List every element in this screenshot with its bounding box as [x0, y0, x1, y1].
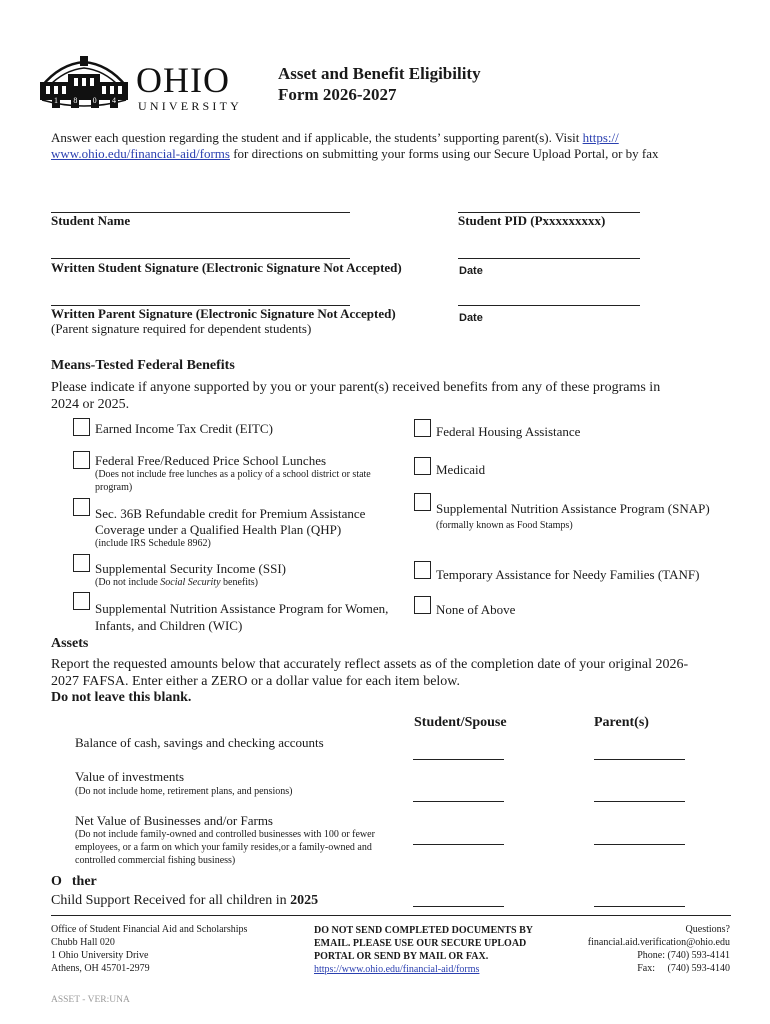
- student-pid-label: Student PID (Pxxxxxxxxx): [458, 213, 606, 228]
- notice-line: EMAIL. PLEASE USE OUR SECURE UPLOAD: [314, 938, 527, 949]
- businesses-student-field[interactable]: [413, 844, 504, 845]
- child-support-text: Child Support Received for all children in: [51, 893, 291, 908]
- assets-instructions: Report the requested amounts below that accurately reflect assets as of the completion date of your original 2026-2027 FAFSA. Enter either a ZERO or a dollar value for each item below.: [51, 657, 689, 689]
- submission-notice: [314, 924, 533, 976]
- notice-line: PORTAL OR SEND BY MAIL OR FAX.: [314, 951, 489, 962]
- ssi-note-italic: Social Security: [160, 577, 221, 588]
- logo-wordmark: OHIO: [136, 60, 230, 100]
- snap-checkbox[interactable]: [414, 493, 431, 511]
- eitc-label: Earned Income Tax Credit (EITC): [95, 421, 273, 436]
- other-heading: [51, 874, 97, 890]
- ssi-note: [95, 576, 258, 589]
- wic-label: Supplemental Nutrition Assistance Program for Women, Infants, and Children (WIC): [95, 601, 389, 633]
- school-lunch-label: Federal Free/Reduced Price School Lunches: [95, 453, 327, 468]
- benefits-instructions: Please indicate if anyone supported by you or your parent(s) received benefits from any of these programs in 2024 or 2025.: [51, 380, 661, 412]
- intro-paragraph: [51, 130, 721, 162]
- investments-label: Value of investments: [75, 769, 185, 784]
- housing-checkbox[interactable]: [414, 419, 431, 437]
- contact-fax: Fax: (740) 593-4140: [637, 963, 730, 974]
- cash-balance-label: Balance of cash, savings and checking accounts: [75, 735, 324, 750]
- child-support-year: 2025: [290, 893, 319, 908]
- medicaid-checkbox[interactable]: [414, 457, 431, 475]
- assets-warning: Do not leave this blank.: [51, 690, 192, 705]
- benefits-heading: Means-Tested Federal Benefits: [51, 358, 235, 373]
- questions-contact: [588, 923, 730, 975]
- office-line: Athens, OH 45701-2979: [51, 963, 150, 974]
- none-of-above-checkbox[interactable]: [414, 596, 431, 614]
- investments-parent-field[interactable]: [594, 801, 685, 802]
- investments-note: (Do not include home, retirement plans, and pensions): [75, 786, 293, 797]
- student-name-label: Student Name: [51, 213, 131, 228]
- student-date-line[interactable]: [458, 258, 640, 259]
- logo-subword: UNIVERSITY: [138, 99, 242, 113]
- notice-line: DO NOT SEND COMPLETED DOCUMENTS BY: [314, 925, 534, 936]
- parent-signature-note: (Parent signature required for dependent students): [51, 321, 312, 336]
- snap-note: (formally known as Food Stamps): [436, 520, 573, 531]
- footer-forms-link[interactable]: https://www.ohio.edu/financial-aid/forms: [314, 964, 480, 975]
- premium-credit-checkbox[interactable]: [73, 498, 90, 516]
- assets-heading: Assets: [51, 636, 89, 651]
- school-lunch-note: (Does not include free lunches as a policy of a school district or state program): [95, 469, 371, 493]
- cash-parent-field[interactable]: [594, 759, 685, 760]
- tanf-label: Temporary Assistance for Needy Families (TANF): [436, 567, 700, 582]
- column-header-parents: Parent(s): [594, 715, 649, 730]
- businesses-label: Net Value of Businesses and/or Farms: [75, 813, 273, 828]
- school-lunch-checkbox[interactable]: [73, 451, 90, 469]
- ssi-note-text-end: benefits): [220, 577, 259, 588]
- footer-divider: [51, 915, 731, 916]
- other-heading-rest: ther: [71, 874, 97, 889]
- parent-date-line[interactable]: [458, 305, 640, 306]
- contact-email[interactable]: financial.aid.verification@ohio.edu: [587, 937, 730, 948]
- office-line: 1 Ohio University Drive: [51, 950, 149, 961]
- forms-link[interactable]: https:// www.ohio.edu/financial-aid/forms: [51, 130, 619, 161]
- other-heading-first: O: [51, 874, 62, 889]
- ssi-label: Supplemental Security Income (SSI): [95, 561, 286, 576]
- office-line: Chubb Hall 020: [51, 937, 115, 948]
- intro-text: Answer each question regarding the student and if applicable, the students’ supporting parent(s). Visit: [51, 130, 583, 145]
- child-support-student-field[interactable]: [413, 906, 504, 907]
- businesses-note: (Do not include family-owned and controlled businesses with 100 or fewer employees, or a farm on which your family resides,or a family-owned and controlled commercial fishing business): [75, 829, 375, 866]
- form-title: [278, 63, 481, 105]
- parent-signature-label: Written Parent Signature (Electronic Signature Not Accepted): [51, 306, 396, 321]
- form-version: ASSET - VER:UNA: [51, 995, 130, 1005]
- tanf-checkbox[interactable]: [414, 561, 431, 579]
- column-header-student-spouse: Student/Spouse: [414, 715, 507, 730]
- premium-credit-note: (include IRS Schedule 8962): [95, 538, 211, 549]
- student-signature-line[interactable]: [51, 258, 350, 259]
- premium-credit-label: Sec. 36B Refundable credit for Premium Assistance Coverage under a Qualified Health Plan (QHP): [95, 506, 366, 537]
- seal-year-digit: 0: [91, 96, 99, 108]
- ssi-note-text: (Do not include: [95, 577, 161, 588]
- office-address: [51, 923, 247, 975]
- businesses-parent-field[interactable]: [594, 844, 685, 845]
- form-title-line-1: Asset and Benefit Eligibility: [278, 64, 481, 83]
- ohio-university-logo: [38, 56, 253, 116]
- form-title-line-2: Form 2026-2027: [278, 85, 397, 104]
- cash-student-field[interactable]: [413, 759, 504, 760]
- wic-checkbox[interactable]: [73, 592, 90, 610]
- ssi-checkbox[interactable]: [73, 554, 90, 572]
- housing-label: Federal Housing Assistance: [436, 424, 581, 439]
- seal-year-digit: 8: [71, 96, 79, 108]
- intro-text-cont: for directions on submitting your forms using our Secure Upload Portal, or by fax: [229, 146, 659, 161]
- investments-student-field[interactable]: [413, 801, 504, 802]
- office-line: Office of Student Financial Aid and Scholarships: [51, 924, 248, 935]
- seal-year-digit: 4: [110, 96, 118, 108]
- questions-label: Questions?: [685, 924, 730, 935]
- parent-date-label: Date: [459, 312, 483, 324]
- child-support-label: [51, 893, 318, 909]
- student-signature-label: Written Student Signature (Electronic Signature Not Accepted): [51, 260, 402, 275]
- snap-label: Supplemental Nutrition Assistance Program (SNAP): [436, 501, 710, 516]
- child-support-parent-field[interactable]: [594, 906, 685, 907]
- seal-year-digit: 1: [52, 96, 60, 108]
- student-date-label: Date: [459, 265, 483, 277]
- contact-phone: Phone: (740) 593-4141: [637, 950, 730, 961]
- eitc-checkbox[interactable]: [73, 418, 90, 436]
- none-of-above-label: None of Above: [436, 602, 516, 617]
- medicaid-label: Medicaid: [436, 462, 486, 477]
